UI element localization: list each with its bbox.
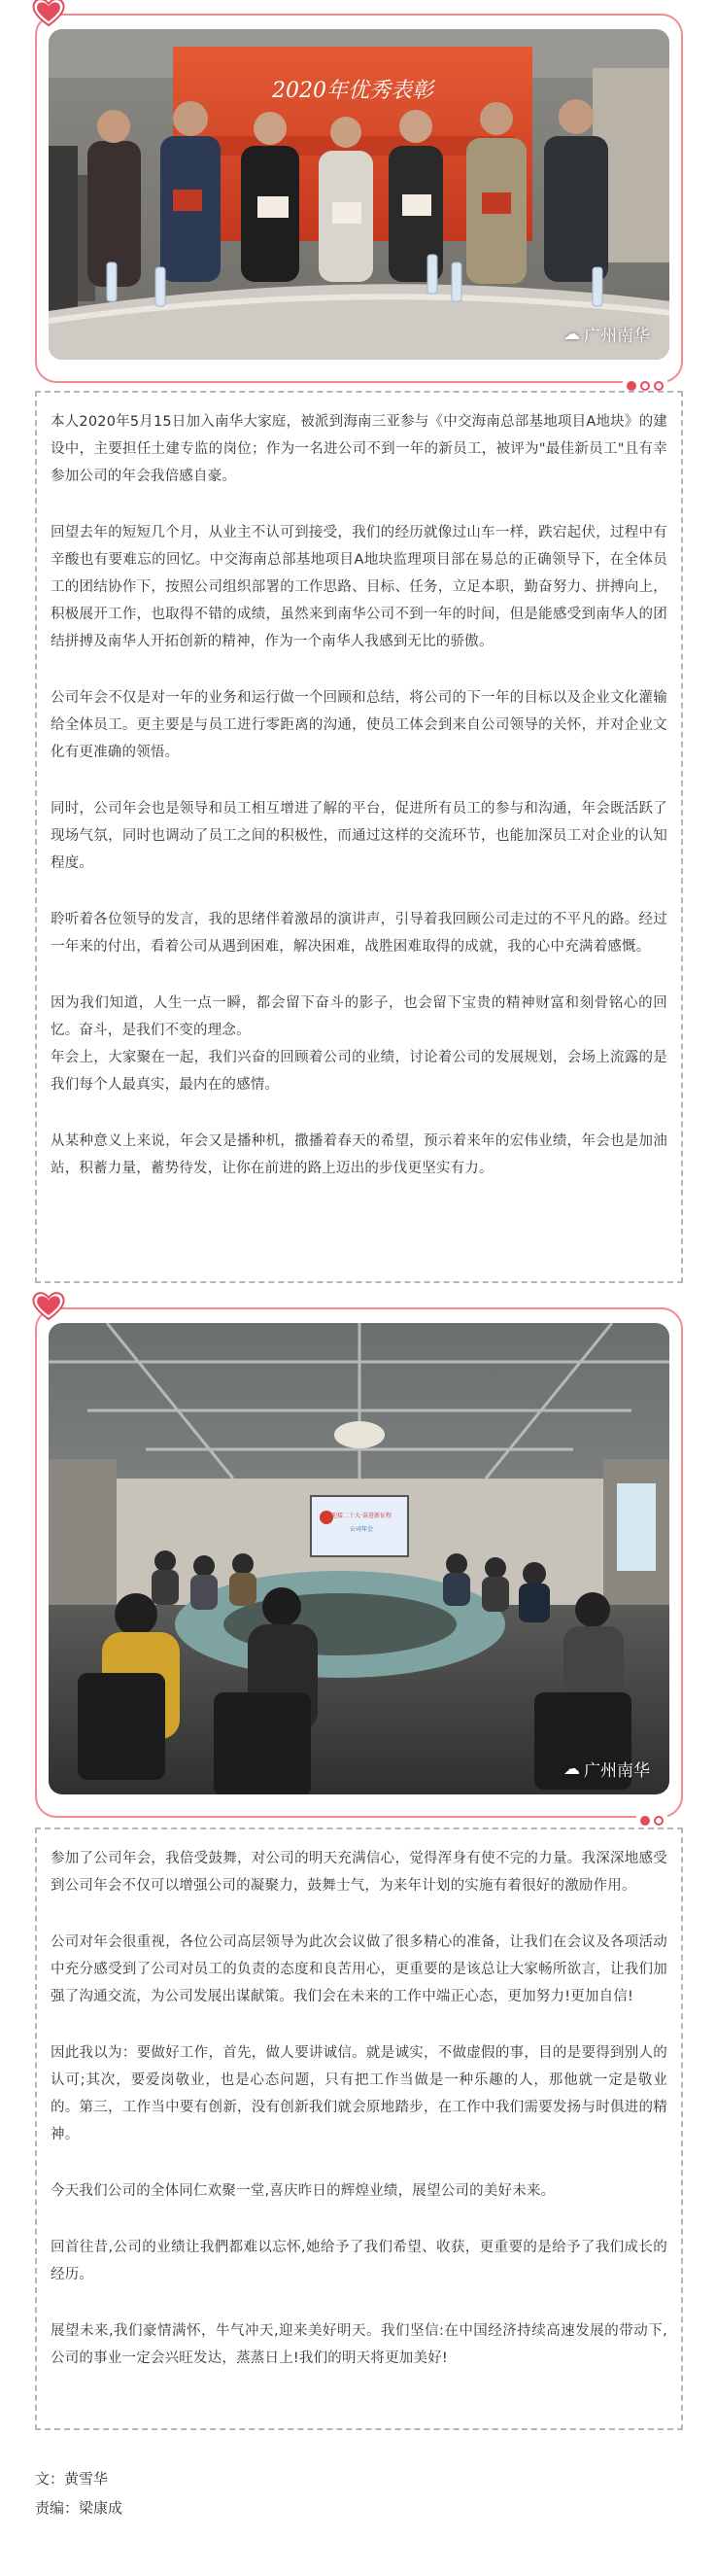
meeting-photo-image <box>49 1323 669 1794</box>
paragraph: 公司对年会很重视，各位公司高层领导为此次会议做了很多精心的准备，让我们在会议及各项活动中充分感受到了公司对员工的负责的态度和良苦用心，更重要的是该总让大家畅所欲言，让我们加强了沟通交流，为公司发展出谋献策。我们会在未来的工作中端正心态，更加努力!更加自信! <box>51 1934 667 2004</box>
paragraph: 公司年会不仅是对一年的业务和运行做一个回顾和总结，将公司的下一年的目标以及企业文化灌输给全体员工。更主要是与员工进行零距离的沟通，使员工体会到来自公司领导的关怀，并对企业文化有更准确的领悟。 <box>51 690 667 760</box>
wechat-icon: ☁ <box>563 324 580 344</box>
paragraph: 同时，公司年会也是领导和员工相互增进了解的平台，促进所有员工的参与和沟通，年会既活跃了现场气氛，同时也调动了员工之间的积极性，而通过这样的交流环节，也能加深员工对企业的认知程度。 <box>51 801 667 871</box>
banner-title: 2020年优秀表彰 <box>272 79 433 103</box>
paragraph: 从某种意义上来说，年会又是播种机，撒播着春天的希望，预示着来年的宏伟业绩，年会也是加油站，积蓄力量，蓄势待发，让你在前进的路上迈出的步伐更坚实有力。 <box>51 1133 667 1176</box>
heart-icon <box>31 1290 66 1321</box>
screen-title: 迎接二十大·奋进新征程 <box>331 1513 392 1519</box>
dot-icon <box>627 381 636 391</box>
photo-card-meeting <box>35 1307 683 1818</box>
watermark: ☁ 广州南华 <box>563 1758 650 1781</box>
paragraph: 展望未来,我们豪情满怀，牛气冲天,迎来美好明天。我们坚信:在中国经济持续高速发展的带动下,公司的事业一定会兴旺发达，蒸蒸日上!我们的明天将更加美好! <box>51 2323 667 2366</box>
dot-icon <box>640 381 650 391</box>
paragraph: 因为我们知道，人生一点一瞬，都会留下奋斗的影子，也会留下宝贵的精神财富和刻骨铭心的回忆。奋斗，是我们不变的理念。 <box>51 995 667 1038</box>
article-section-1 <box>35 391 683 1283</box>
screen-subtitle: 公司年会 <box>349 1526 374 1533</box>
paragraph: 年会上，大家聚在一起，我们兴奋的回顾着公司的业绩，讨论着公司的发展规划，会场上流露的是我们每个人最真实，最内在的感情。 <box>51 1050 667 1093</box>
photo-card-award <box>35 14 683 383</box>
paragraph: 参加了公司年会，我倍受鼓舞，对公司的明天充满信心，觉得浑身有使不完的力量。我深深地感受到公司年会不仅可以增强公司的凝聚力，鼓舞士气，为来年计划的实施有着很好的激励作用。 <box>51 1851 667 1894</box>
award-photo-image <box>49 29 669 360</box>
meeting-photo <box>49 1323 669 1794</box>
paragraph: 因此我以为：要做好工作，首先，做人要讲诚信。就是诚实，不做虚假的事，目的是要得到别人的认可;其次，要爱岗敬业，也是心态问题，只有把工作当做是一种乐趣的人，那他就一定是敬业的。第三，工作当中要有创新，没有创新我们就会原地踏步，在工作中我们需要发扬与时俱进的精神。 <box>51 2045 667 2142</box>
heart-icon <box>31 0 66 27</box>
dot-icon <box>654 381 664 391</box>
wechat-icon: ☁ <box>563 1758 580 1779</box>
paragraph: 回望去年的短短几个月，从业主不认可到接受，我们的经历就像过山车一样，跌宕起伏，过程中有辛酸也有要难忘的回忆。中交海南总部基地项目A地块监理项目部在易总的正确领导下，在全体员工的团结协作下，按照公司组织部署的工作思路、目标、任务，立足本职，勤奋努力、拼搏向上，积极展开工作，也取得不错的成绩，虽然来到南华公司不到一年的时间，但是能感受到南华人的团结拼搏及南华人开拓创新的精神，作为一个南华人我感到无比的骄傲。 <box>51 525 667 649</box>
paragraph: 回首往昔,公司的业绩让我們都难以忘怀,她给予了我们希望、收获，更重要的是给予了我们成长的经历。 <box>51 2240 667 2282</box>
article-credits <box>35 2464 122 2523</box>
article-section-2 <box>35 1828 683 2430</box>
dot-icon <box>640 1816 650 1826</box>
paragraph: 本人2020年5月15日加入南华大家庭，被派到海南三亚参与《中交海南总部基地项目A地块》的建设中，主要担任土建专监的岗位；作为一名进公司不到一年的新员工，被评为"最佳新员工"且有幸参加公司的年会我倍感自豪。 <box>51 414 667 484</box>
award-photo <box>49 29 669 360</box>
dot-icon <box>654 1816 664 1826</box>
editor-credit: 责编：梁康成 <box>35 2499 123 2517</box>
paragraph: 今天我们公司的全体同仁欢聚一堂,喜庆昨日的辉煌业绩，展望公司的美好未来。 <box>51 2183 556 2199</box>
carousel-dots <box>636 1814 667 1828</box>
paragraph: 聆听着各位领导的发言，我的思绪伴着激昂的演讲声，引导着我回顾公司走过的不平凡的路。经过一年来的付出，看着公司从遇到困难，解决困难，战胜困难取得的成就，我的心中充满着感慨。 <box>51 912 667 955</box>
watermark: ☁ 广州南华 <box>563 324 650 346</box>
author-credit: 文：黄雪华 <box>35 2470 109 2488</box>
